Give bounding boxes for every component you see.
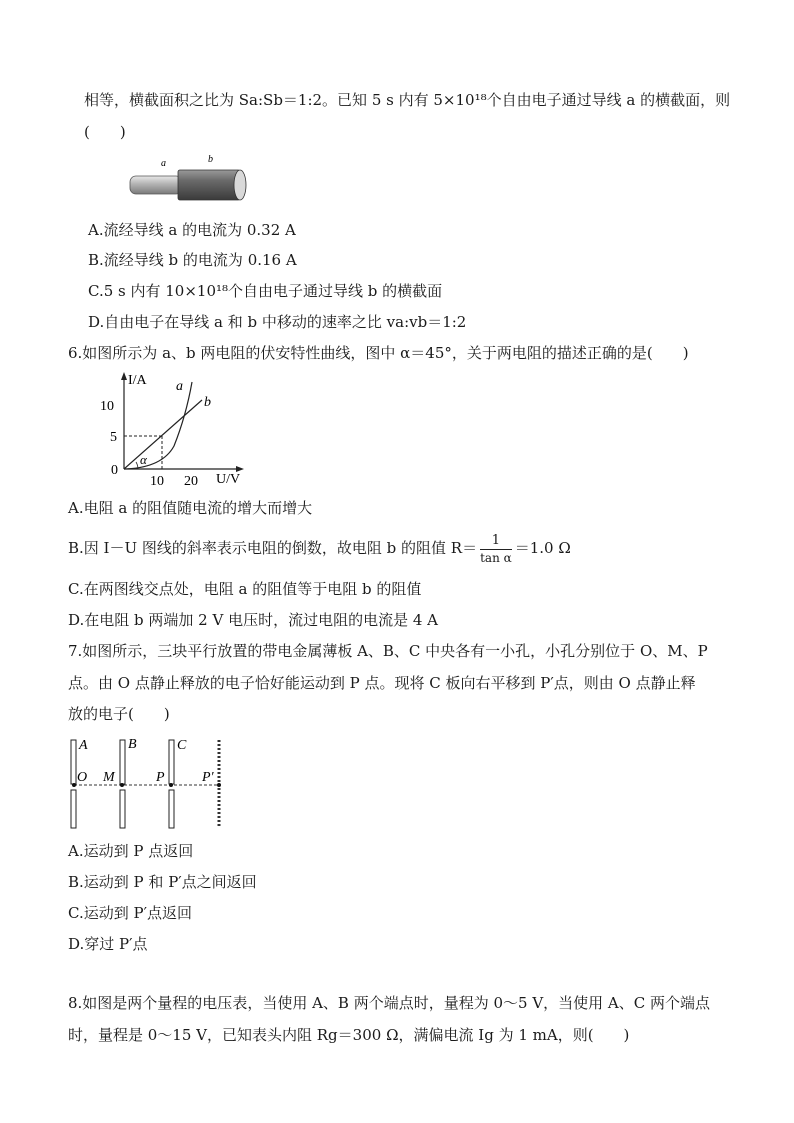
plate-b-label: B [128,737,137,752]
wire-label-a: a [161,158,166,169]
q5-wire-figure [120,148,250,206]
point-m-label: M [103,770,115,785]
point-p-prime-label: P′ [202,770,214,785]
point-p-label: P [156,770,165,785]
x-tick-10: 10 [150,474,164,489]
plate-a-label: A [79,738,88,753]
x-tick-20: 20 [184,474,198,489]
y-tick-5: 5 [110,430,117,445]
angle-label: α [140,452,147,467]
q8-stem-line1: 8.如图是两个量程的电压表，当使用 A、B 两个端点时，量程为 0～5 V，当使用 A、C 两个端点 [68,994,711,1012]
wire-a [130,176,182,194]
q6-stem: 6.如图所示为 a、b 两电阻的伏安特性曲线，图中 α＝45°，关于两电阻的描述正确的是( ) [68,344,689,362]
wire-label-b: b [208,154,213,165]
y-tick-10: 10 [100,399,114,414]
q5-option-b: B.流经导线 b 的电流为 0.16 A [88,251,297,269]
curve-a [124,382,192,469]
q6-iv-graph [100,368,250,490]
fraction [480,533,512,566]
curve-a-label: a [176,379,183,394]
q6-option-b-result: ＝1.0 Ω [514,539,571,557]
x-axis-label: U/V [216,472,241,487]
q6-option-d: D.在电阻 b 两端加 2 V 电压时，流过电阻的电流是 4 A [68,611,438,629]
q5-option-a: A.流经导线 a 的电流为 0.32 A [88,221,296,239]
q5-stem-line2: ( ) [84,123,126,141]
q7-stem-line3: 放的电子( ) [68,705,170,723]
plate-c-label: C [177,738,187,753]
wire-b [178,170,240,200]
q6-option-b [68,530,571,570]
q7-option-d: D.穿过 P′点 [68,935,148,953]
y-axis-label: I/A [128,373,147,388]
fraction-numerator: 1 [480,533,512,550]
q6-option-c: C.在两图线交点处，电阻 a 的阻值等于电阻 b 的阻值 [68,580,422,598]
q6-option-b-text: B.因 I－U 图线的斜率表示电阻的倒数，故电阻 b 的阻值 R＝ [68,539,478,557]
origin-label: 0 [111,463,118,478]
fraction-denominator: tan α [480,550,512,565]
q7-option-a: A.运动到 P 点返回 [68,842,194,860]
q7-stem-line2: 点。由 O 点静止释放的电子恰好能运动到 P 点。现将 C 板向右平移到 P′点，则由 O 点静止释 [68,674,696,692]
q7-option-c: C.运动到 P′点返回 [68,904,192,922]
q5-option-d: D.自由电子在导线 a 和 b 中移动的速率之比 va:vb＝1:2 [88,313,467,331]
q5-option-c: C.5 s 内有 10×10¹⁸个自由电子通过导线 b 的横截面 [88,282,443,300]
q6-option-a: A.电阻 a 的阻值随电流的增大而增大 [68,499,313,517]
q5-stem-line1: 相等，横截面积之比为 Sa:Sb＝1:2。已知 5 s 内有 5×10¹⁸个自由电子通过导线 a 的横截面，则 [84,91,731,109]
q7-plates-figure [64,732,234,830]
q8-stem-line2: 时，量程是 0～15 V，已知表头内阻 Rg＝300 Ω，满偏电流 Ig 为 1 mA，则( ) [68,1026,630,1044]
q7-option-b: B.运动到 P 和 P′点之间返回 [68,873,257,891]
point-o-label: O [77,770,88,785]
curve-b-label: b [204,395,211,410]
q7-stem-line1: 7.如图所示，三块平行放置的带电金属薄板 A、B、C 中央各有一小孔，小孔分别位于 O、M、P [68,642,708,660]
